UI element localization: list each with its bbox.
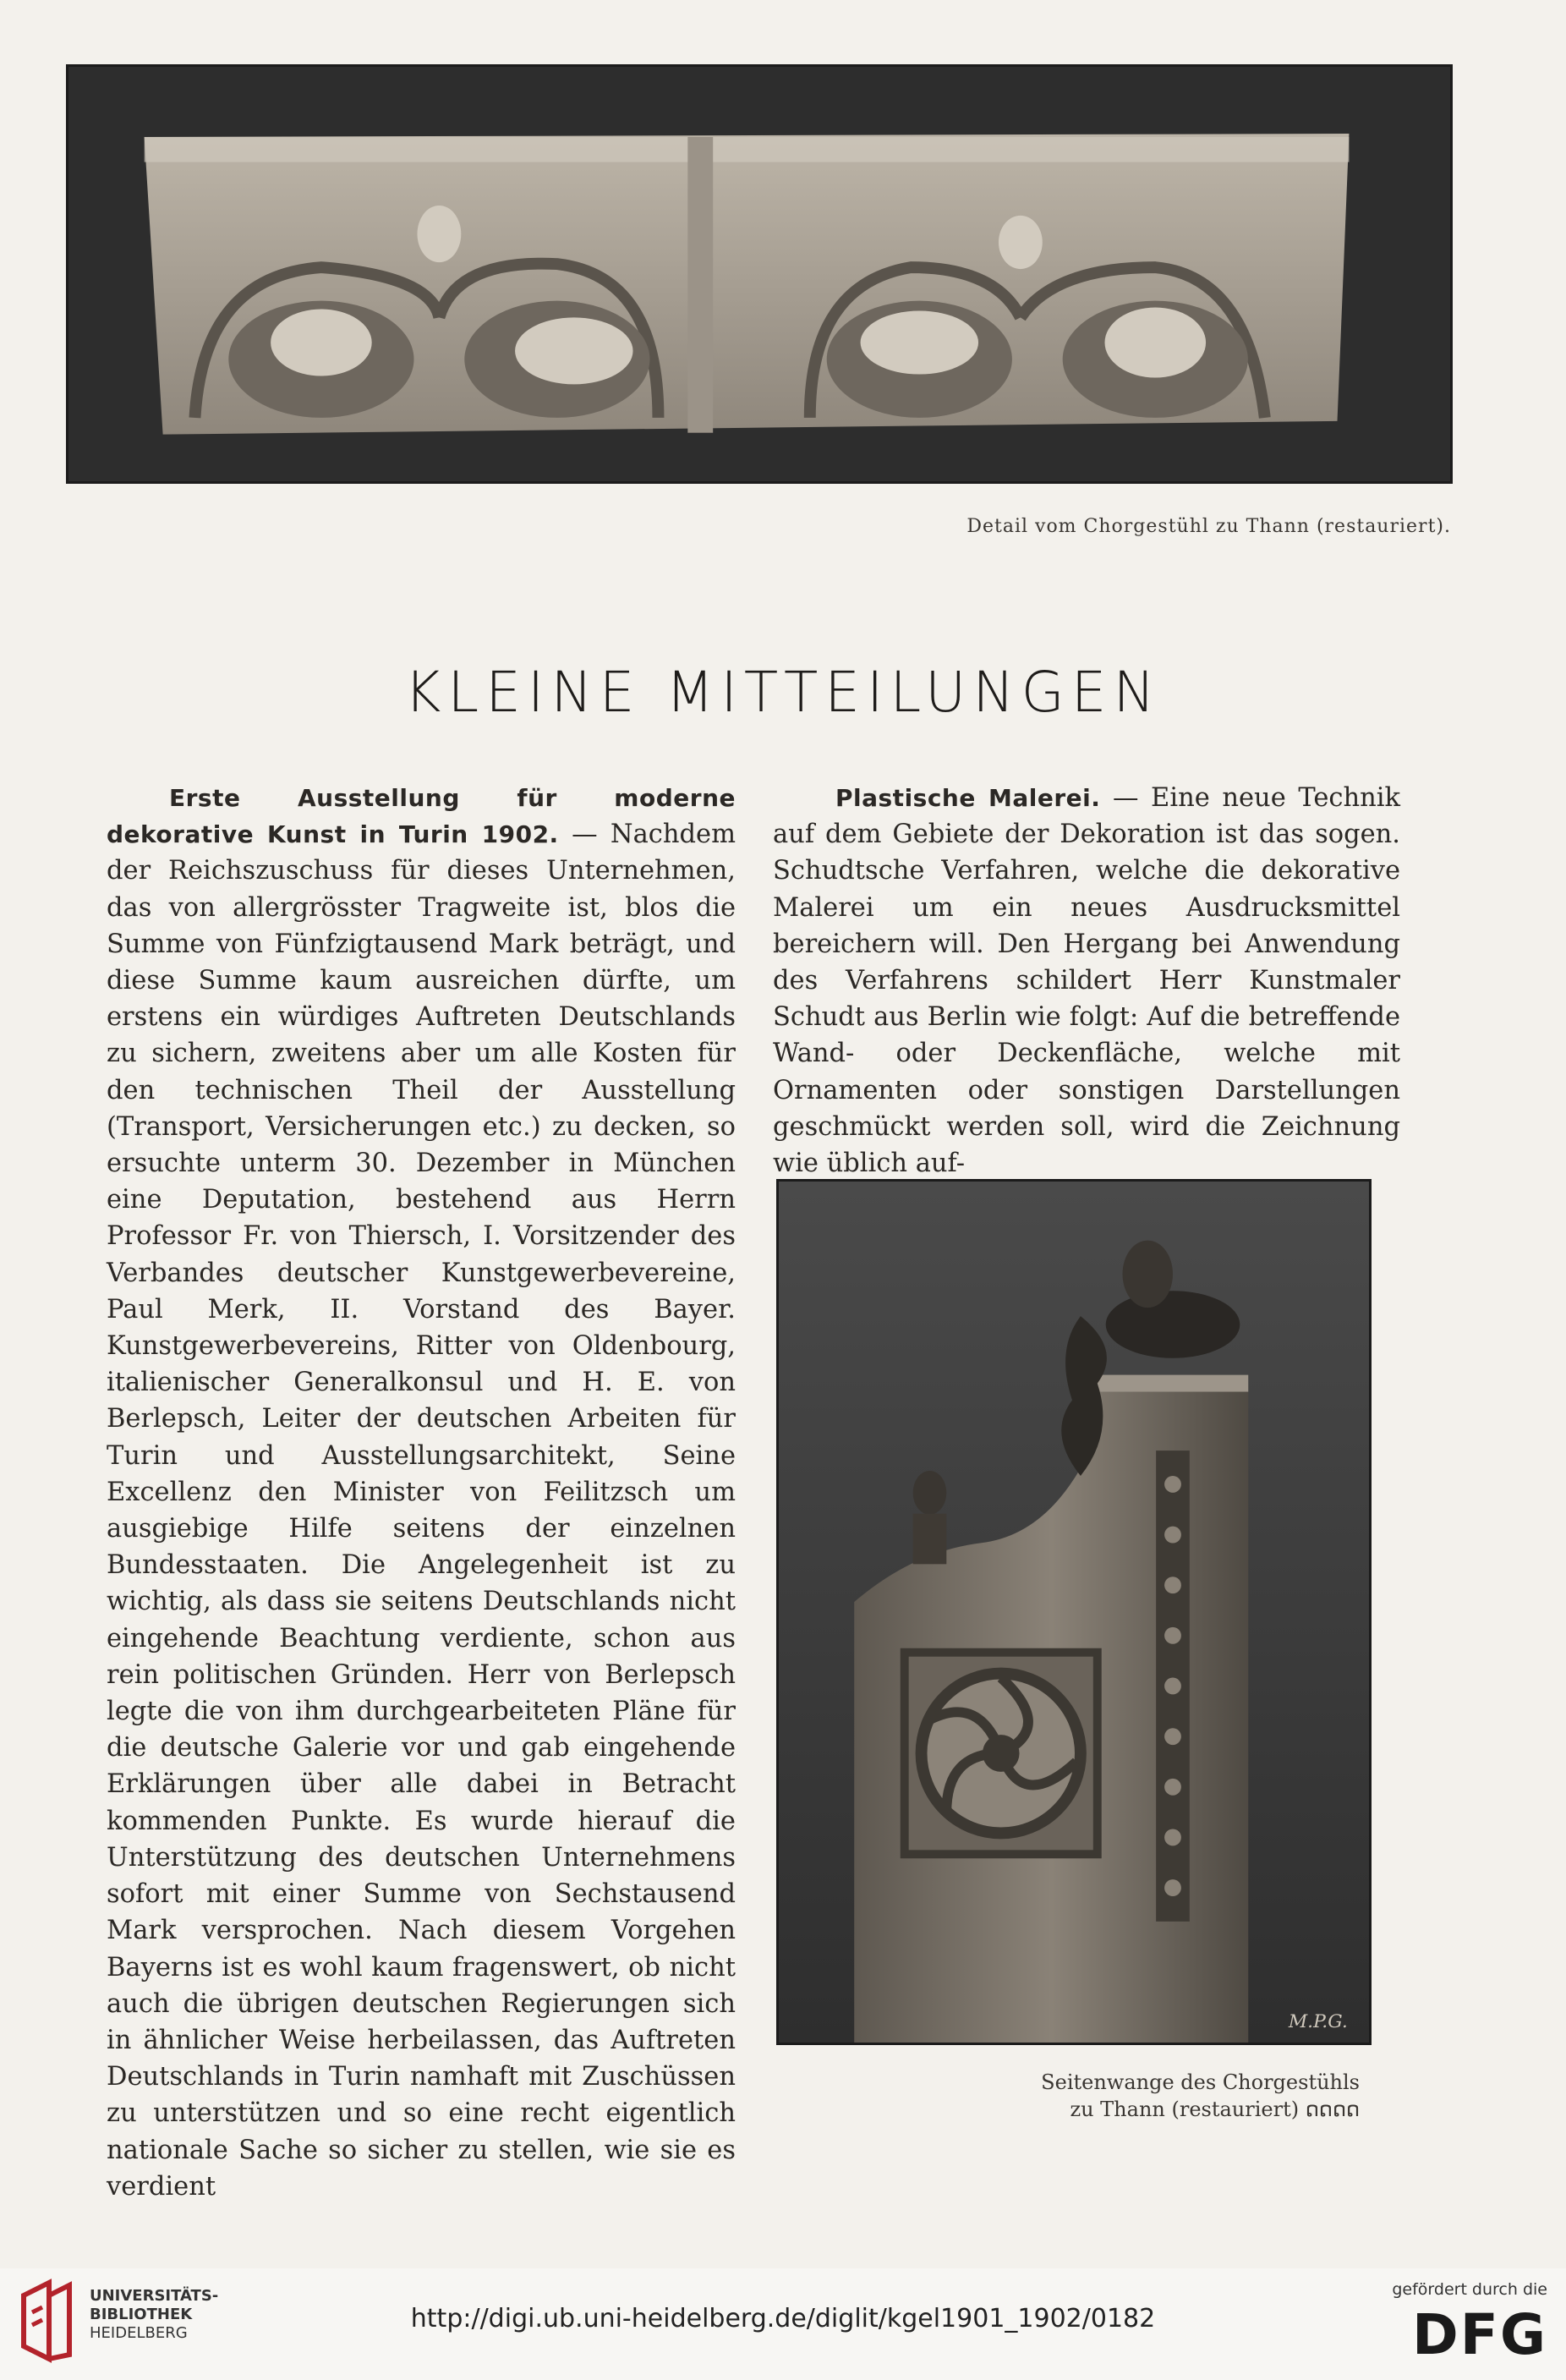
side-caption-line1: Seitenwange des Chorgestühls [1041, 2070, 1360, 2094]
side-caption-line2: zu Thann (restauriert) ດດດດ [1070, 2098, 1360, 2121]
choir-stall-side-photo [776, 1179, 1372, 2045]
right-paragraph-text: — Eine neue Technik auf dem Gebiete der Dekoration ist das sogen. Schudtsche Verfahren, welche die dekorative Malerei um ein neues Ausdrucksmittel bereichern will. Den Hergang bei Anwendung des Verfahrens schildert Herr Kunstmaler Schudt aus Berlin wie folgt: Auf die betreffende Wand- oder Deckenfläche, welche mit Ornamenten oder sonstigen Darstellungen geschmückt werden soll, wird die Zeichnung wie üblich auf- [773, 783, 1400, 1179]
top-photo-caption: Detail vom Chorgestühl zu Thann (restauriert). [966, 516, 1451, 537]
section-heading: KLEINE MITTEILUNGEN [404, 660, 1162, 725]
side-photo-caption [988, 2069, 1360, 2123]
left-paragraph-text: — Nachdem der Reichszuschuss für dieses Unternehmen, das von allergrösster Tragweite ist, blos die Summe von Fünfzigtausend Mark beträgt, und diese Summe kaum ausreichen dürfte, um erstens ein würdiges Auftreten Deutschlands zu sichern, zweitens aber um alle Kosten für den technischen Theil der Ausstellung (Transport, Versicherungen etc.) zu decken, so ersuchte unterm 30. Dezember in München eine Deputation, bestehend aus Herrn Professor Fr. von Thiersch, I. Vorsitzender des Verbandes deutscher Kunstgewerbevereine, Paul Merk, II. Vorstand des Bayer. Kunstgewerbevereins, Ritter von Oldenbourg, italienischer Generalkonsul und H. E. von Berlepsch, Leiter der deutschen Arbeiten für Turin und Ausstellungsarchitekt, Seine Excellenz den Minister von Feilitzsch um ausgiebige Hilfe seitens der einzelnen Bundesstaaten. Die Angelegenheit ist zu wichtig, als dass sie seitens Deutschlands nicht eingehende Beachtung verdiente, schon aus rein politischen Gründen. Herr von Berlepsch legte die von ihm durchgearbeiteten Pläne für die deutsche Galerie vor und gab eingehende Erklärungen über alle dabei in Betracht kommenden Punkte. Es wurde hierauf die Unterstützung des deutschen Unternehmens sofort mit einer Summe von Sechstausend Mark versprochen. Nach diesem Vorgehen Bayerns ist es wohl kaum fragenswert, ob nicht auch die übrigen deutschen Regierungen sich in ähnlicher Weise herbeilassen, das Auftreten Deutschlands in Turin namhaft mit Zuschüssen zu unterstützen und so eine recht eigentlich nationale Sache so sicher zu stellen, wie sie es verdient [107, 820, 736, 2202]
side-caption-ornament: ດດດດ [1305, 2098, 1360, 2121]
left-paragraph [107, 780, 736, 2205]
photo-monogram: M.P.G. [1288, 2011, 1348, 2033]
choir-stall-detail-photo [66, 64, 1453, 484]
right-runin-title: Plastische Malerei. [835, 784, 1101, 812]
funded-by-label: gefördert durch die [1392, 2280, 1547, 2299]
library-name: UNIVERSITÄTS- BIBLIOTHEK HEIDELBERG [90, 2287, 219, 2342]
source-url-link[interactable]: http://digi.ub.uni-heidelberg.de/diglit/kgel1901_1902/0182 [410, 2304, 1156, 2333]
left-column [107, 780, 736, 2205]
dfg-logo: DFG [1411, 2302, 1547, 2367]
right-paragraph [773, 780, 1400, 1182]
right-column [773, 780, 1400, 1182]
left-runin-title: Erste Ausstellung für moderne dekorative Kunst in Turin 1902. [107, 784, 736, 849]
